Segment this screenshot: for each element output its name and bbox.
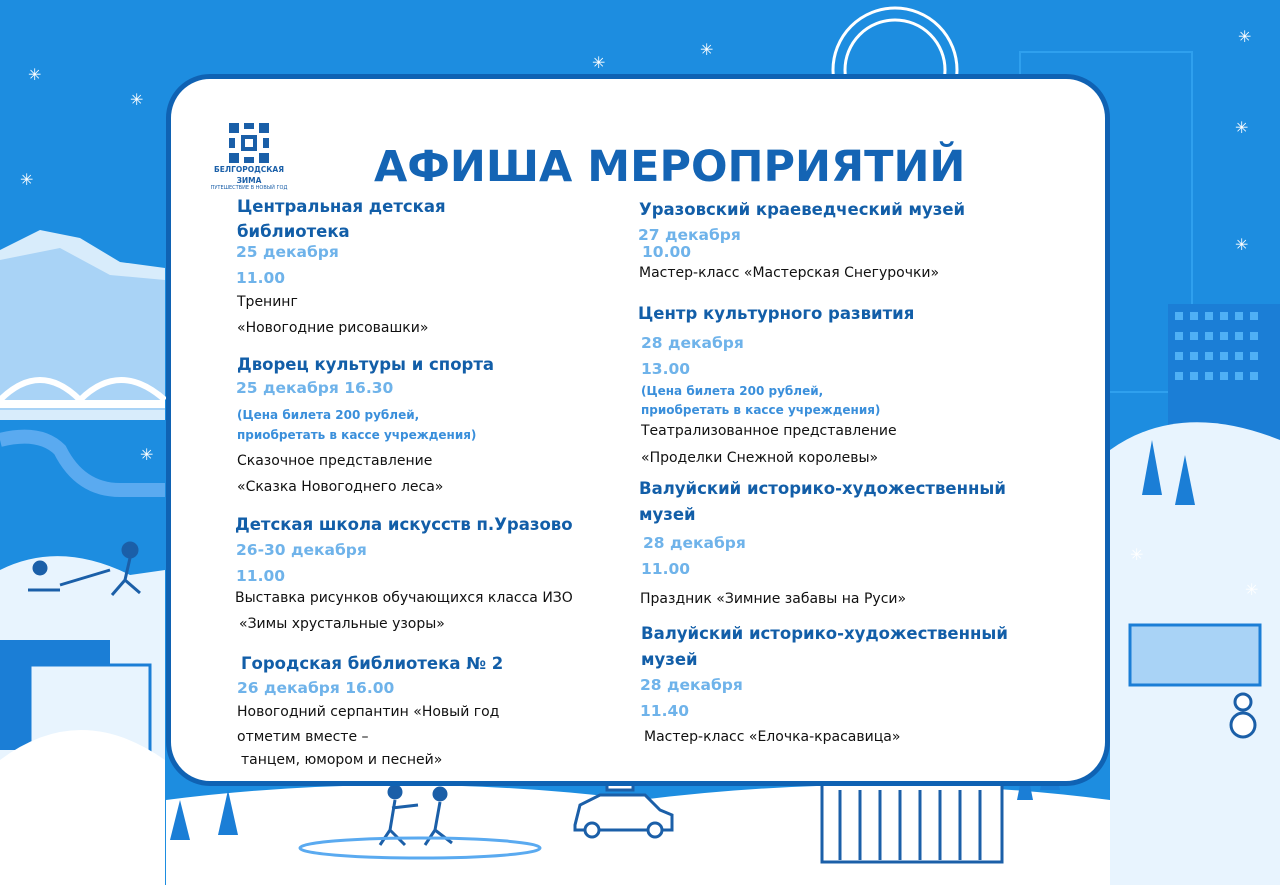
logo (204, 123, 294, 192)
svg-text:✳: ✳ (755, 795, 769, 814)
event-venue: Городская библиотека № 2 (241, 654, 504, 673)
event-description: Новогодний серпантин «Новый год (237, 704, 500, 720)
event-description: «Сказка Новогоднего леса» (237, 479, 444, 495)
logo-name-line2: ЗИМА (236, 176, 262, 185)
event-description: «Проделки Снежной королевы» (641, 450, 879, 466)
event-time: 11.00 (236, 567, 286, 585)
event-date: 28 декабря (643, 534, 746, 552)
event-venue: библиотека (237, 222, 350, 241)
page-title: АФИША МЕРОПРИЯТИЙ (374, 142, 966, 192)
event-time: 11.00 (641, 560, 691, 578)
event-venue: музей (641, 650, 698, 669)
svg-text:✳: ✳ (1235, 235, 1249, 254)
event-description: Театрализованное представление (641, 423, 897, 439)
svg-text:✳: ✳ (700, 40, 714, 59)
svg-text:✳: ✳ (1245, 580, 1259, 599)
event-venue: Центральная детская (237, 197, 446, 216)
event-date: 26-30 декабря (236, 541, 367, 559)
event-description: Мастер-класс «Елочка-красавица» (644, 729, 901, 745)
event-description: отметим вместе – (237, 729, 369, 745)
svg-text:✳: ✳ (1235, 118, 1249, 137)
event-venue: Валуйский историко-художественный (641, 624, 1008, 643)
event-date: 25 декабря 16.30 (236, 379, 394, 397)
svg-text:✳: ✳ (28, 65, 42, 84)
event-date: 28 декабря (640, 676, 743, 694)
event-price: приобретать в кассе учреждения) (237, 428, 477, 442)
event-price: (Цена билета 200 рублей, (641, 384, 824, 398)
event-time: 11.00 (236, 269, 286, 287)
event-date: 25 декабря (236, 243, 339, 261)
svg-text:✳: ✳ (140, 445, 154, 464)
event-venue: Валуйский историко-художественный (639, 479, 1006, 498)
event-description: Тренинг (237, 294, 298, 310)
event-time: 13.00 (641, 360, 691, 378)
event-date: 27 декабря (638, 226, 741, 244)
event-description: Сказочное представление (237, 453, 433, 469)
logo-name-line1: БЕЛГОРОДСКАЯ (214, 165, 284, 174)
event-venue: Дворец культуры и спорта (237, 355, 495, 374)
event-description: Мастер-класс «Мастерская Снегурочки» (639, 265, 940, 281)
event-description: танцем, юмором и песней» (241, 752, 443, 768)
svg-text:✳: ✳ (1238, 27, 1252, 46)
event-description: «Зимы хрустальные узоры» (239, 616, 445, 632)
event-venue: музей (639, 505, 696, 524)
event-time: 10.00 (642, 243, 692, 261)
snowman-icon (1231, 713, 1255, 737)
svg-text:✳: ✳ (690, 820, 704, 839)
event-description: Выставка рисунков обучающихся класса ИЗО (235, 590, 573, 606)
event-date: 26 декабря 16.00 (237, 679, 395, 697)
svg-text:✳: ✳ (20, 170, 34, 189)
event-date: 28 декабря (641, 334, 744, 352)
svg-text:✳: ✳ (130, 90, 144, 109)
event-price: (Цена билета 200 рублей, (237, 408, 420, 422)
event-time: 11.40 (640, 702, 690, 720)
event-price: приобретать в кассе учреждения) (641, 403, 881, 417)
logo-tagline: ПУТЕШЕСТВИЕ В НОВЫЙ ГОД (210, 185, 288, 191)
svg-text:✳: ✳ (592, 53, 606, 72)
event-venue: Уразовский краеведческий музей (639, 200, 966, 219)
event-description: «Новогодние рисовашки» (237, 320, 429, 336)
event-description: Праздник «Зимние забавы на Руси» (640, 591, 907, 607)
snowflake-logo-icon (229, 123, 269, 163)
svg-text:✳: ✳ (1130, 545, 1144, 564)
svg-text:✳: ✳ (1090, 825, 1104, 844)
event-venue: Центр культурного развития (638, 304, 915, 323)
event-venue: Детская школа искусств п.Уразово (235, 515, 573, 534)
